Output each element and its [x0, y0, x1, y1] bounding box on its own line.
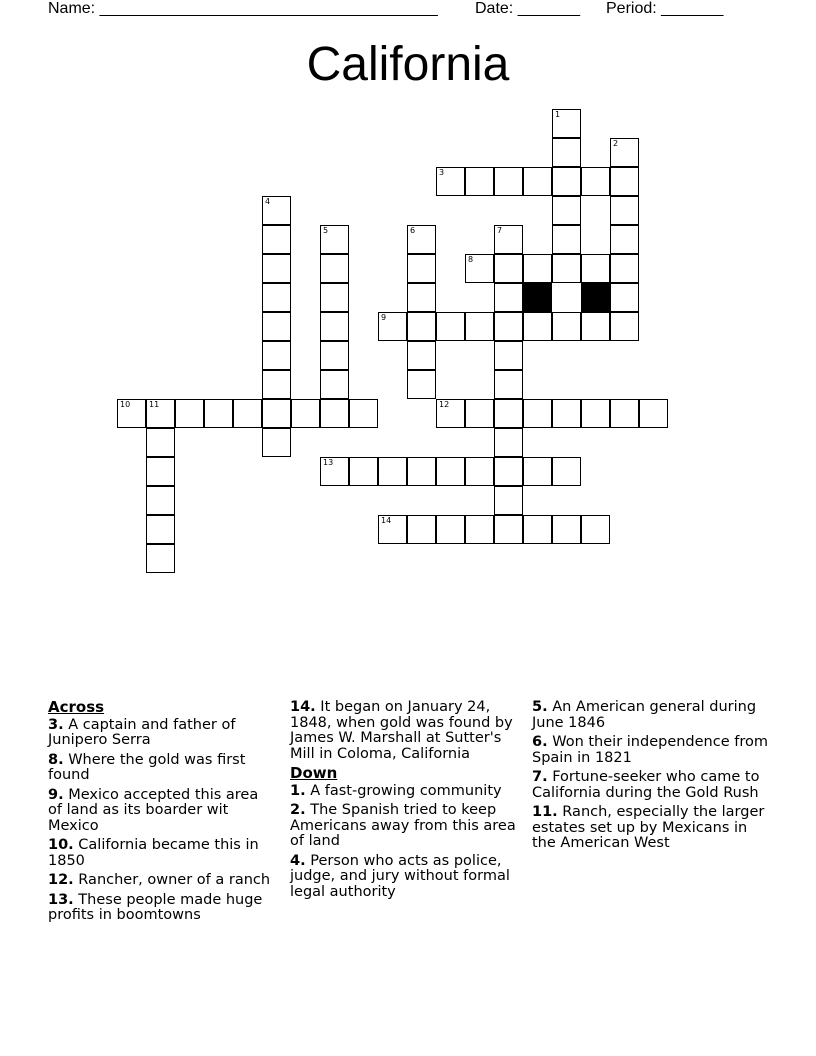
black-square [581, 283, 610, 312]
clue-down-6 [532, 735, 772, 766]
grid-cell[interactable] [552, 138, 581, 167]
grid-cell[interactable] [494, 312, 523, 341]
grid-cell[interactable] [407, 341, 436, 370]
clue-down-5 [532, 700, 772, 731]
grid-cell[interactable] [610, 225, 639, 254]
clue-number: 13. [48, 891, 74, 908]
grid-cell[interactable] [320, 254, 349, 283]
grid-cell[interactable] [494, 428, 523, 457]
grid-cell[interactable] [494, 254, 523, 283]
clue-across-12 [48, 873, 273, 889]
clue-number: 10. [48, 837, 74, 853]
grid-cell[interactable] [175, 399, 204, 428]
grid-cell[interactable] [523, 457, 552, 486]
clue-text: Person who acts as police, judge, and jury without formal legal authority [290, 852, 510, 900]
grid-cell[interactable] [407, 254, 436, 283]
clue-number-label: 6 [410, 226, 416, 235]
clue-number: 9. [48, 786, 64, 803]
clue-text: Ranch, especially the larger estates set up by Mexicans in the American West [532, 804, 765, 851]
clue-number-label: 1 [555, 110, 561, 119]
page-title: California [306, 38, 510, 91]
grid-cell[interactable] [494, 457, 523, 486]
grid-cell[interactable] [349, 457, 378, 486]
grid-cell[interactable] [262, 196, 291, 225]
grid-cell[interactable] [523, 254, 552, 283]
grid-cell[interactable] [581, 515, 610, 544]
clue-text: It began on January 24, 1848, when gold was found by James W. Marshall at Sutter's Mill in Coloma, California [290, 699, 513, 762]
grid-cell[interactable] [552, 167, 581, 196]
grid-cell[interactable] [552, 254, 581, 283]
clue-number: 4. [290, 852, 306, 869]
grid-cell[interactable] [262, 225, 291, 254]
grid-cell[interactable] [262, 428, 291, 457]
clue-down-7 [532, 770, 772, 801]
clue-text: A captain and father of Junipero Serra [48, 716, 236, 748]
period-field[interactable]: Period: _______ [606, 0, 724, 17]
grid-cell[interactable] [610, 312, 639, 341]
clue-text: California became this in 1850 [48, 837, 259, 869]
black-square [523, 283, 552, 312]
grid-cell[interactable] [146, 515, 175, 544]
grid-cell[interactable] [494, 283, 523, 312]
clue-down-11 [532, 805, 772, 852]
grid-cell[interactable] [436, 167, 465, 196]
grid-cell[interactable] [320, 312, 349, 341]
grid-cell[interactable] [523, 515, 552, 544]
grid-cell[interactable] [262, 254, 291, 283]
grid-cell[interactable] [378, 515, 407, 544]
grid-cell[interactable] [407, 225, 436, 254]
grid-cell[interactable] [465, 515, 494, 544]
grid-cell[interactable] [610, 138, 639, 167]
clues-column-3 [532, 700, 772, 856]
grid-cell[interactable] [494, 399, 523, 428]
grid-cell[interactable] [610, 283, 639, 312]
grid-cell[interactable] [523, 312, 552, 341]
grid-cell[interactable] [610, 399, 639, 428]
clue-text: Mexico accepted this area of land as its boarder wit Mexico [48, 786, 259, 834]
down-heading: Down [290, 764, 338, 782]
grid-cell[interactable] [407, 515, 436, 544]
grid-cell[interactable] [117, 399, 146, 428]
grid-cell[interactable] [320, 225, 349, 254]
grid-cell[interactable] [146, 399, 175, 428]
clue-across-14 [290, 700, 520, 762]
clue-across-8 [48, 753, 273, 784]
clue-down-2 [290, 803, 520, 850]
grid-cell[interactable] [436, 457, 465, 486]
clue-text: These people made huge profits in boomtowns [48, 891, 263, 923]
across-heading: Across [48, 698, 105, 716]
clue-down-4 [290, 854, 520, 901]
grid-cell[interactable] [465, 399, 494, 428]
grid-cell[interactable] [639, 399, 668, 428]
grid-cell[interactable] [581, 399, 610, 428]
clue-number: 3. [48, 716, 64, 733]
grid-cell[interactable] [494, 515, 523, 544]
grid-cell[interactable] [378, 312, 407, 341]
clue-number-label: 14 [381, 516, 392, 525]
clue-number: 14. [290, 699, 316, 715]
clue-number: 2. [290, 802, 306, 818]
clue-text: Won their independence from Spain in 1821 [532, 734, 768, 766]
grid-cell[interactable] [494, 370, 523, 399]
grid-cell[interactable] [262, 370, 291, 399]
grid-cell[interactable] [320, 283, 349, 312]
grid-cell[interactable] [407, 283, 436, 312]
clue-number-label: 5 [323, 226, 329, 235]
grid-cell[interactable] [320, 370, 349, 399]
clue-number: 6. [532, 734, 548, 750]
clue-text: Fortune-seeker who came to California during the Gold Rush [532, 769, 760, 801]
clue-number: 1. [290, 782, 306, 799]
grid-cell[interactable] [204, 399, 233, 428]
clue-number: 12. [48, 872, 74, 888]
clue-number-label: 9 [381, 313, 387, 322]
clue-number-label: 4 [265, 197, 271, 206]
grid-cell[interactable] [523, 399, 552, 428]
grid-cell[interactable] [465, 312, 494, 341]
grid-cell[interactable] [581, 167, 610, 196]
grid-cell[interactable] [581, 254, 610, 283]
grid-cell[interactable] [465, 254, 494, 283]
grid-cell[interactable] [436, 515, 465, 544]
clue-text: An American general during June 1846 [532, 699, 757, 731]
grid-cell[interactable] [552, 109, 581, 138]
clue-number-label: 11 [149, 400, 160, 409]
grid-cell[interactable] [610, 196, 639, 225]
clue-number-label: 7 [497, 226, 503, 235]
clue-number-label: 3 [439, 168, 445, 177]
grid-cell[interactable] [552, 399, 581, 428]
grid-cell[interactable] [233, 399, 262, 428]
grid-cell[interactable] [407, 457, 436, 486]
grid-cell[interactable] [320, 457, 349, 486]
grid-cell[interactable] [552, 457, 581, 486]
grid-cell[interactable] [349, 399, 378, 428]
grid-cell[interactable] [146, 544, 175, 573]
name-field[interactable]: Name: ______________________________________ [48, 0, 438, 17]
grid-cell[interactable] [610, 254, 639, 283]
clue-number-label: 12 [439, 400, 450, 409]
grid-cell[interactable] [262, 312, 291, 341]
clue-number-label: 10 [120, 400, 131, 409]
grid-cell[interactable] [494, 167, 523, 196]
grid-cell[interactable] [146, 486, 175, 515]
grid-cell[interactable] [552, 515, 581, 544]
grid-cell[interactable] [552, 225, 581, 254]
clue-number: 8. [48, 751, 64, 768]
grid-cell[interactable] [494, 225, 523, 254]
grid-cell[interactable] [320, 399, 349, 428]
clues-column-1 [48, 700, 273, 928]
grid-cell[interactable] [494, 486, 523, 515]
clue-text: The Spanish tried to keep Americans away from this area of land [290, 802, 516, 849]
clue-text: A fast-growing community [310, 782, 502, 799]
clue-across-9 [48, 788, 273, 835]
clue-text: Rancher, owner of a ranch [78, 872, 271, 888]
grid-cell[interactable] [581, 312, 610, 341]
clue-across-13 [48, 893, 273, 924]
date-field[interactable]: Date: _______ [475, 0, 580, 17]
clue-across-10 [48, 838, 273, 869]
grid-cell[interactable] [407, 312, 436, 341]
grid-cell[interactable] [262, 341, 291, 370]
clue-number: 5. [532, 699, 548, 715]
grid-cell[interactable] [436, 312, 465, 341]
clue-number-label: 13 [323, 458, 334, 467]
clue-number-label: 2 [613, 139, 619, 148]
grid-cell[interactable] [436, 399, 465, 428]
clue-down-1 [290, 784, 520, 800]
clue-number-label: 8 [468, 255, 474, 264]
grid-cell[interactable] [552, 312, 581, 341]
clue-number: 7. [532, 769, 548, 785]
grid-cell[interactable] [320, 341, 349, 370]
grid-cell[interactable] [465, 457, 494, 486]
grid-cell[interactable] [407, 370, 436, 399]
clue-across-3 [48, 718, 273, 749]
grid-cell[interactable] [465, 167, 494, 196]
grid-cell[interactable] [262, 399, 291, 428]
grid-cell[interactable] [610, 167, 639, 196]
clues-column-2 [290, 700, 520, 904]
clue-number: 11. [532, 804, 558, 820]
grid-cell[interactable] [552, 196, 581, 225]
grid-cell[interactable] [494, 341, 523, 370]
grid-cell[interactable] [378, 457, 407, 486]
grid-cell[interactable] [262, 283, 291, 312]
grid-cell[interactable] [523, 167, 552, 196]
grid-cell[interactable] [146, 428, 175, 457]
grid-cell[interactable] [291, 399, 320, 428]
clue-text: Where the gold was first found [48, 751, 246, 783]
grid-cell[interactable] [146, 457, 175, 486]
